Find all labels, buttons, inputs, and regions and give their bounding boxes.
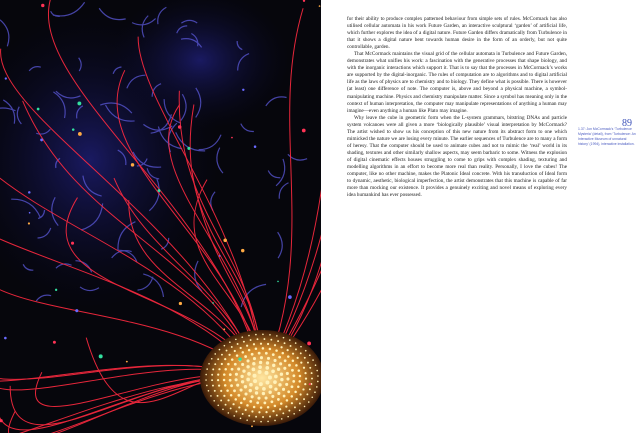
sphere-dot xyxy=(240,402,243,405)
sphere-dot xyxy=(214,390,216,392)
sphere-dot xyxy=(269,416,271,418)
text-page xyxy=(321,0,640,433)
sphere-dot xyxy=(217,358,219,360)
sphere-dot xyxy=(283,337,285,339)
light-speck xyxy=(212,302,214,304)
light-speck xyxy=(302,129,306,133)
sphere-dot xyxy=(270,339,272,341)
sphere-dot xyxy=(287,390,290,393)
sphere-dot xyxy=(277,392,280,395)
sphere-dot xyxy=(311,372,313,374)
sphere-dot xyxy=(264,371,268,375)
sphere-dot xyxy=(262,416,264,418)
light-speck xyxy=(178,125,182,129)
sphere-dot xyxy=(267,421,269,423)
sphere-dot xyxy=(278,356,281,359)
sphere-dot xyxy=(295,364,298,367)
sphere-dot xyxy=(253,357,256,360)
sphere-dot xyxy=(291,369,294,372)
light-speck xyxy=(28,191,31,194)
sphere-dot xyxy=(282,388,285,391)
light-speck xyxy=(223,328,225,330)
sphere-dot xyxy=(218,385,220,387)
sphere-dot xyxy=(287,355,290,358)
sphere-dot xyxy=(255,391,258,394)
sphere-dot xyxy=(248,349,251,352)
sphere-dot xyxy=(272,353,275,356)
light-speck xyxy=(71,242,74,245)
sphere-dot xyxy=(257,338,259,340)
sphere-dot xyxy=(277,368,280,371)
sphere-dot xyxy=(292,374,295,377)
sphere-dot xyxy=(289,339,291,341)
sphere-dot xyxy=(260,356,263,359)
sphere-dot xyxy=(210,395,212,397)
sphere-dot xyxy=(307,362,309,364)
sphere-dot xyxy=(212,368,214,370)
sphere-dot xyxy=(228,354,230,356)
sphere-dot xyxy=(230,407,232,409)
sphere-dot xyxy=(284,359,287,362)
sphere-dot xyxy=(229,373,232,376)
sphere-dot xyxy=(223,395,225,397)
sphere-dot xyxy=(238,406,240,408)
light-speck xyxy=(28,222,30,224)
sphere-dot xyxy=(244,385,247,388)
sphere-dot xyxy=(243,397,246,400)
sphere-dot xyxy=(260,421,262,423)
light-speck xyxy=(242,89,244,91)
sphere-dot xyxy=(271,369,275,373)
sphere-dot xyxy=(304,357,306,359)
sphere-dot xyxy=(220,400,222,402)
light-speck xyxy=(277,281,279,283)
sphere-dot xyxy=(299,393,301,395)
sphere-dot xyxy=(217,404,219,406)
sphere-dot xyxy=(205,379,207,381)
sphere-dot xyxy=(221,363,223,365)
sphere-dot xyxy=(258,365,262,369)
sphere-dot xyxy=(268,391,271,394)
sphere-dot xyxy=(262,334,264,336)
sphere-dot xyxy=(248,335,250,337)
sphere-dot xyxy=(241,336,243,338)
light-speck xyxy=(5,77,7,79)
light-speck xyxy=(99,354,103,358)
sphere-dot xyxy=(309,354,311,356)
light-speck xyxy=(288,295,292,299)
light-speck xyxy=(231,137,233,139)
sphere-dot xyxy=(218,368,220,370)
figure-caption: 1.37: Jon McCormack’s ‘Turbulence Mysteria’ (detail), from ‘Turbulence: An Interactive Museum of unnatural history’ (1994), interactive installation. xyxy=(578,127,636,147)
sphere-dot xyxy=(311,396,313,398)
sphere-dot xyxy=(258,370,262,374)
sphere-dot xyxy=(277,340,279,342)
light-speck xyxy=(238,357,241,360)
sphere-dot xyxy=(259,382,263,386)
sphere-dot xyxy=(272,410,274,412)
sphere-dot xyxy=(305,378,307,380)
sphere-dot xyxy=(300,346,302,348)
sphere-dot xyxy=(280,378,283,381)
sphere-dot xyxy=(275,349,278,352)
sphere-dot xyxy=(279,408,281,410)
sphere-dot xyxy=(276,414,278,416)
sphere-dot xyxy=(294,406,296,408)
sphere-dot xyxy=(231,346,233,348)
sphere-dot xyxy=(246,404,249,407)
sphere-dot xyxy=(240,375,243,378)
sphere-dot xyxy=(285,383,288,386)
sphere-dot xyxy=(293,413,295,415)
sphere-dot xyxy=(245,409,247,411)
sphere-dot xyxy=(295,348,297,350)
sphere-dot xyxy=(246,365,249,368)
sphere-dot xyxy=(235,411,237,413)
light-speck xyxy=(223,239,227,243)
sphere-dot xyxy=(269,334,271,336)
sphere-dot xyxy=(262,392,265,395)
sphere-dot xyxy=(298,369,301,372)
sphere-dot xyxy=(265,352,268,355)
sphere-dot xyxy=(276,335,278,337)
light-speck xyxy=(72,128,75,131)
sphere-dot xyxy=(247,372,251,376)
body-text xyxy=(347,16,567,199)
sphere-dot xyxy=(242,351,245,354)
sphere-dot xyxy=(265,411,267,413)
sphere-dot xyxy=(274,420,276,422)
sphere-dot xyxy=(298,380,301,383)
sphere-dot xyxy=(255,347,258,350)
sphere-dot xyxy=(262,387,266,391)
sphere-dot xyxy=(274,405,277,408)
sphere-dot xyxy=(317,381,319,383)
sphere-dot xyxy=(208,363,210,365)
sphere-dot xyxy=(217,395,219,397)
sphere-dot xyxy=(224,368,227,371)
sphere-dot xyxy=(286,399,289,402)
sphere-dot xyxy=(280,402,283,405)
sphere-dot xyxy=(230,384,233,387)
sphere-dot xyxy=(304,383,306,385)
sphere-dot xyxy=(258,411,260,413)
light-speck xyxy=(41,4,44,7)
sphere-dot xyxy=(206,368,208,370)
light-speck xyxy=(254,145,257,148)
sphere-dot xyxy=(286,377,289,380)
sphere-dot xyxy=(306,393,308,395)
sphere-dot xyxy=(253,406,256,409)
sphere-dot xyxy=(235,378,238,381)
sphere-dot xyxy=(224,384,227,387)
sphere-dot xyxy=(280,346,282,348)
sphere-dot xyxy=(230,394,233,397)
sphere-dot xyxy=(251,410,253,412)
sphere-dot xyxy=(214,353,216,355)
sphere-dot xyxy=(292,353,294,355)
sphere-dot xyxy=(281,418,283,420)
light-speck xyxy=(309,383,311,385)
sphere-dot xyxy=(263,338,265,340)
sphere-dot xyxy=(291,385,294,388)
sphere-dot xyxy=(243,341,245,343)
sphere-dot xyxy=(233,389,236,392)
sphere-dot xyxy=(236,354,239,357)
sphere-dot xyxy=(260,343,262,345)
sphere-dot xyxy=(227,363,230,366)
sphere-dot xyxy=(225,404,227,406)
sphere-dot xyxy=(246,378,250,382)
sphere-dot xyxy=(267,357,270,360)
sphere-dot xyxy=(274,344,276,346)
sphere-dot xyxy=(285,405,287,407)
sphere-dot xyxy=(205,374,207,376)
sphere-dot xyxy=(240,347,242,349)
sphere-dot xyxy=(231,358,234,361)
sphere-dot xyxy=(244,392,247,395)
sphere-dot xyxy=(246,359,249,362)
sphere-dot xyxy=(242,369,245,372)
sphere-dot xyxy=(300,361,302,363)
sphere-dot xyxy=(224,345,226,347)
light-speck xyxy=(307,342,311,346)
sphere-dot xyxy=(311,378,313,380)
sphere-dot xyxy=(253,343,255,345)
sphere-dot xyxy=(212,385,214,387)
sphere-dot xyxy=(251,353,254,356)
sphere-dot xyxy=(304,372,306,374)
sphere-dot xyxy=(249,383,253,387)
light-speck xyxy=(251,425,253,427)
light-speck xyxy=(78,132,82,136)
sphere-dot xyxy=(279,362,282,365)
sphere-dot xyxy=(214,363,216,365)
sphere-dot xyxy=(242,413,244,415)
sphere-dot xyxy=(222,409,224,411)
sphere-dot xyxy=(253,374,257,378)
sphere-dot xyxy=(219,349,221,351)
sphere-dot xyxy=(234,350,236,352)
sphere-dot xyxy=(246,345,248,347)
sphere-dot xyxy=(257,397,260,400)
sphere-dot xyxy=(259,361,262,364)
sphere-dot xyxy=(253,420,255,422)
sphere-dot xyxy=(265,381,269,385)
sphere-dot xyxy=(262,347,265,350)
sphere-dot xyxy=(280,373,283,376)
paragraph: That McCormack maintains the visual grid of the cellular automata in Turbulence and Future Garden, demonstrates what unifies his work: a fascination with the generative processes that shape biology, and with the inorganic interactions which support it. That is to say that the processes in McCormack’s works are supported by the digital-inorganic. The rules of computation are to algorithms and to digital artificial life as the laws of physics are to chemistry and to biology. They define what is possible. There is however (at least) one difference of note. The computer is, above and beyond a physical machine, a symbol-manipulating machine. Physics and chemistry manipulate matter. Since a symbol has meaning only in the context of human interpretation, the computer may manipulate representations of anything a human may imagine—even anything a human like Plato may imagine. xyxy=(347,51,567,114)
sphere-dot xyxy=(278,383,281,386)
sphere-dot xyxy=(234,398,237,401)
sphere-dot xyxy=(267,406,270,409)
sphere-dot xyxy=(229,341,231,343)
sphere-dot xyxy=(309,367,311,369)
light-speck xyxy=(131,163,134,166)
sphere-dot xyxy=(290,345,292,347)
sphere-dot xyxy=(269,385,273,389)
sphere-dot xyxy=(206,385,208,387)
sphere-dot xyxy=(211,358,213,360)
sphere-dot xyxy=(251,395,254,398)
sphere-dot xyxy=(235,339,237,341)
sphere-dot xyxy=(299,403,301,405)
sphere-dot xyxy=(224,358,226,360)
sphere-dot xyxy=(296,398,298,400)
sphere-dot xyxy=(316,386,318,388)
sphere-dot xyxy=(256,401,259,404)
sphere-dot xyxy=(234,363,237,366)
sphere-dot xyxy=(255,386,259,390)
sphere-dot xyxy=(246,419,248,421)
sphere-dot xyxy=(221,354,223,356)
sphere-dot xyxy=(237,343,239,345)
sphere-dot xyxy=(226,350,228,352)
sphere-dot xyxy=(232,403,234,405)
light-speck xyxy=(53,341,56,344)
sphere-dot xyxy=(255,334,257,336)
sphere-dot xyxy=(250,339,252,341)
sphere-dot xyxy=(303,367,305,369)
sphere-dot xyxy=(315,364,317,366)
sphere-dot xyxy=(295,342,297,344)
sphere-dot xyxy=(288,410,290,412)
light-speck xyxy=(179,302,182,305)
light-speck xyxy=(126,361,128,363)
sphere-dot xyxy=(240,418,242,420)
sphere-dot xyxy=(265,366,269,370)
sphere-dot xyxy=(226,389,229,392)
light-speck xyxy=(77,101,81,105)
sphere-dot xyxy=(274,388,277,391)
light-speck xyxy=(29,212,31,214)
sphere-dot xyxy=(223,379,226,382)
light-speck xyxy=(158,189,161,192)
sphere-dot xyxy=(208,390,210,392)
sphere-dot xyxy=(231,368,234,371)
sphere-dot xyxy=(312,359,314,361)
sphere-dot xyxy=(284,342,286,344)
sphere-dot xyxy=(297,386,300,389)
sphere-dot xyxy=(302,388,304,390)
sphere-dot xyxy=(303,398,305,400)
paragraph: for their ability to produce complex patterned behaviour from simple sets of rules. McCormack has also utilised cellular automata in his work Future Garden, an interactive sculptural ‘garden’ of artificial life, which further explores the idea of a digital nature. Future Garden differs dramatically from Turbulence in that it shows a digital nature bent towards human desire in the form of an orderly, but not quite controllable, garden. xyxy=(347,16,567,51)
sphere-dot xyxy=(267,343,269,345)
sphere-dot xyxy=(213,400,215,402)
sphere-dot xyxy=(304,406,306,408)
sphere-dot xyxy=(255,416,257,418)
sphere-dot xyxy=(271,395,274,398)
sphere-dot xyxy=(260,406,263,409)
sphere-dot xyxy=(228,412,230,414)
sphere-dot xyxy=(211,379,213,381)
sphere-dot xyxy=(274,375,278,379)
sphere-dot xyxy=(292,380,295,383)
light-speck xyxy=(75,309,78,312)
light-speck xyxy=(219,255,221,257)
sphere-dot xyxy=(287,349,289,351)
sphere-dot xyxy=(305,350,307,352)
light-speck xyxy=(37,108,40,111)
sphere-dot xyxy=(265,396,268,399)
sphere-dot xyxy=(244,355,247,358)
sphere-dot xyxy=(248,415,250,417)
sphere-dot xyxy=(220,390,222,392)
light-speck xyxy=(55,289,57,291)
sphere-dot xyxy=(266,361,269,364)
sphere-dot xyxy=(288,364,291,367)
sphere-dot xyxy=(314,391,316,393)
sphere-dot xyxy=(317,375,319,377)
sphere-dot xyxy=(282,352,285,355)
sphere-dot xyxy=(217,379,219,381)
sphere-dot xyxy=(291,395,294,398)
sphere-dot xyxy=(299,410,301,412)
paragraph: Why leave the cube in geometric form when the L-system grammars, bitstring DNAs and particle system volcanoes were all given a more ‘biologically plausible’ visual interpretation by McCormack? The artist wished to show us his conception of this new nature from its abstract form to one which mimicked the nature we are losing every minute. The earlier sequences of Turbulence are to many a form of heresy. That the computer should be used to animate cubes and not to mimic the ‘real’ world in its shading, textures and other similarly shallow aspects, may seem barbaric to some. Witness the explosion of digital cinematic effects houses struggling to come to grips with complex shading, texturing and modelling algorithms in an effort to become more real than reality. Personally, I love the cubes! The computer, like no other machine, makes the Platonic Ideal concrete. With his transduction of Ideal form to dynamic, aesthetic, biological imperfection, the artist demonstrates that this machine is capable of far more than mocking our existence. It provides a genuinely exciting and novel means of exploring every idea humankind has ever possessed. xyxy=(347,114,567,199)
sphere-dot xyxy=(309,388,311,390)
sphere-dot xyxy=(252,362,255,365)
sphere-dot xyxy=(272,364,275,367)
sphere-dot xyxy=(258,352,261,355)
light-speck xyxy=(40,139,43,142)
sphere-dot xyxy=(211,374,213,376)
sphere-dot xyxy=(283,395,286,398)
sphere-dot xyxy=(283,367,286,370)
sphere-dot xyxy=(253,379,257,383)
sphere-dot xyxy=(273,380,277,384)
sphere-dot xyxy=(249,389,252,392)
sphere-dot xyxy=(286,372,289,375)
sphere-dot xyxy=(249,400,252,403)
sphere-dot xyxy=(240,388,243,391)
sphere-dot xyxy=(241,363,244,366)
page-number: 89 xyxy=(622,118,632,129)
sphere-dot xyxy=(292,359,295,362)
sphere-dot xyxy=(235,373,238,376)
sphere-dot xyxy=(287,416,289,418)
light-speck xyxy=(241,249,244,252)
sphere-dot xyxy=(252,368,256,372)
sphere-dot xyxy=(237,367,240,370)
sphere-dot xyxy=(300,352,302,354)
sphere-dot xyxy=(270,400,273,403)
sphere-dot xyxy=(229,379,232,382)
sphere-dot xyxy=(237,394,240,397)
sphere-dot xyxy=(316,370,318,372)
sphere-dot xyxy=(297,357,299,359)
sphere-dot xyxy=(268,376,272,380)
sphere-dot xyxy=(233,415,235,417)
sphere-dot xyxy=(299,375,302,378)
light-speck xyxy=(4,337,7,340)
sphere-dot xyxy=(223,373,226,376)
sphere-dot xyxy=(269,348,272,351)
sphere-dot xyxy=(241,380,244,383)
sphere-dot xyxy=(236,384,239,387)
sphere-dot xyxy=(273,359,276,362)
sphere-dot xyxy=(217,374,219,376)
sphere-dot xyxy=(308,401,310,403)
sphere-dot xyxy=(282,412,284,414)
sphere-dot xyxy=(263,401,266,404)
sphere-dot xyxy=(291,402,293,404)
sphere-dot xyxy=(277,398,280,401)
light-speck xyxy=(187,147,190,150)
sphere-dot xyxy=(294,391,297,394)
sphere-dot xyxy=(227,399,229,401)
